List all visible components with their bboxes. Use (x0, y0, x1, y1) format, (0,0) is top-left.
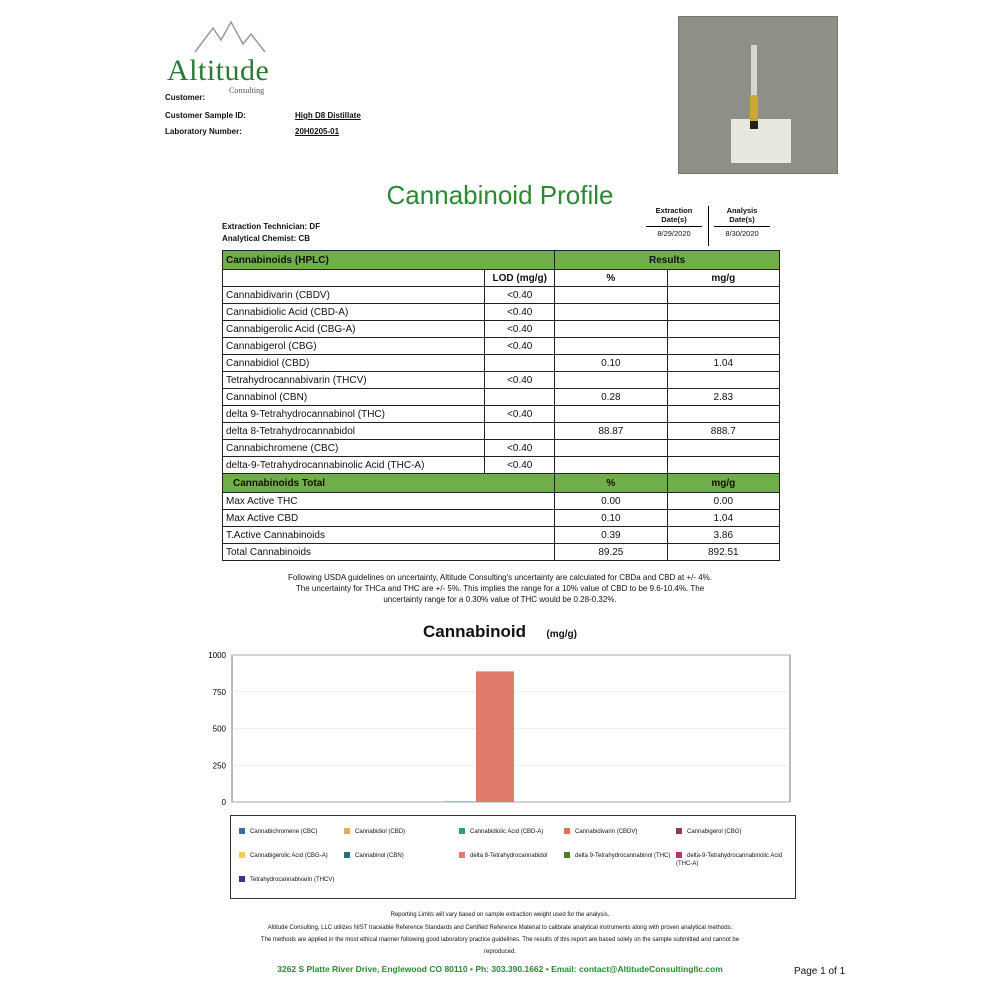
legend-swatch (564, 852, 570, 858)
uncertainty-line-3: uncertainty range for a 0.30% value of THC would be 0.28-0.32%. (383, 595, 617, 604)
total-name: Total Cannabinoids (223, 544, 555, 561)
legend-item (564, 852, 674, 860)
table-row (223, 338, 780, 355)
mg-value (667, 440, 779, 457)
cannabinoid-name: delta 9-Tetrahydrocannabinol (THC) (223, 406, 485, 423)
lod-value: <0.40 (485, 457, 555, 474)
percent-value (555, 457, 667, 474)
cannabinoid-name: Cannabidiol (CBD) (223, 355, 485, 372)
legend-label: delta-9-Tetrahydrocannabinolic Acid (THC-A) (676, 853, 783, 867)
total-percent: 89.25 (555, 544, 667, 561)
bar (476, 671, 514, 802)
table-row (223, 423, 780, 440)
legend-item (564, 828, 674, 836)
legend-label: delta 8-Tetrahydrocannabidol (470, 853, 548, 859)
total-name: Max Active CBD (223, 510, 555, 527)
logo-wordmark: Altitude (167, 54, 270, 87)
legend-swatch (239, 876, 245, 882)
legend-item (459, 852, 569, 860)
cannabinoid-name: Cannabinol (CBN) (223, 389, 485, 406)
percent-value (555, 406, 667, 423)
sample-photo (678, 16, 838, 174)
y-tick-label: 0 (221, 798, 226, 807)
total-mg: 0.00 (667, 493, 779, 510)
table-row (223, 406, 780, 423)
total-percent: 0.10 (555, 510, 667, 527)
legend-label: Cannabidivarin (CBDV) (575, 829, 638, 835)
y-tick-label: 750 (212, 687, 226, 697)
uncertainty-line-2: The uncertainty for THCa and THC are +/- 5%. This implies the range for a 10% value of CBD to be 9.6-10.4%. The (295, 584, 705, 593)
total-mg: 3.86 (667, 527, 779, 544)
legend-swatch (676, 852, 682, 858)
mg-value (667, 287, 779, 304)
dates-box (640, 206, 776, 246)
lab-number-value: 20H0205-01 (295, 127, 340, 136)
extraction-technician: Extraction Technician: DF (222, 222, 321, 231)
analytical-chemist: Analytical Chemist: CB (222, 234, 311, 243)
legend-label: Cannabidiol (CBD) (355, 829, 406, 835)
bar-chart (205, 645, 795, 810)
legend-item (239, 852, 349, 860)
page-number: Page 1 of 1 (794, 966, 846, 977)
totals-row (223, 527, 780, 544)
mg-value: 1.04 (667, 355, 779, 372)
percent-value (555, 304, 667, 321)
extraction-date-value: 8/29/2020 (646, 226, 702, 238)
chart-legend (230, 815, 796, 899)
legend-item (344, 852, 454, 860)
legend-swatch (676, 828, 682, 834)
analysis-date-label: Analysis Date(s) (726, 206, 758, 224)
legend-swatch (239, 828, 245, 834)
sample-vial-image (679, 17, 837, 173)
lod-value: <0.40 (485, 287, 555, 304)
footer-address: 3262 S Platte River Drive, Englewood CO 80110 • Ph: 303.390.1662 • Email: contact@AltitudeConsultingllc.com (277, 964, 723, 974)
table-row (223, 321, 780, 338)
analysis-date-value: 8/30/2020 (714, 226, 770, 238)
table-row (223, 304, 780, 321)
table-row (223, 355, 780, 372)
lod-value: <0.40 (485, 372, 555, 389)
cannabinoid-name: delta 8-Tetrahydrocannabidol (223, 423, 485, 440)
lod-value: <0.40 (485, 304, 555, 321)
legend-label: Cannabinol (CBN) (355, 853, 404, 859)
totals-row (223, 544, 780, 561)
legend-label: Cannabichromene (CBC) (250, 829, 318, 835)
mountain-logo-icon (165, 18, 275, 58)
mg-value (667, 372, 779, 389)
legend-swatch (459, 852, 465, 858)
percent-value (555, 372, 667, 389)
mg-value (667, 406, 779, 423)
percent-value (555, 338, 667, 355)
totals-row (223, 493, 780, 510)
legend-swatch (564, 828, 570, 834)
legend-label: Cannabigerolic Acid (CBG-A) (250, 853, 328, 859)
totals-col-mg: mg/g (667, 474, 779, 493)
cannabinoid-name: Tetrahydrocannabivarin (THCV) (223, 372, 485, 389)
percent-value: 0.10 (555, 355, 667, 372)
lod-value (485, 389, 555, 406)
legend-item (676, 852, 786, 868)
mg-value (667, 321, 779, 338)
logo-subtitle: Consulting (229, 86, 265, 95)
extraction-date-label: Extraction Date(s) (655, 206, 693, 224)
hplc-section-header: Cannabinoids (HPLC) (223, 251, 555, 270)
lab-number-label: Laboratory Number: (165, 127, 242, 136)
results-table (222, 250, 780, 561)
chart-title: Cannabinoid (423, 622, 526, 641)
lod-value: <0.40 (485, 440, 555, 457)
legend-item (676, 828, 786, 836)
lod-value (485, 355, 555, 372)
mg-value (667, 457, 779, 474)
percent-value (555, 287, 667, 304)
col-lod: LOD (mg/g) (485, 270, 555, 287)
table-row (223, 389, 780, 406)
col-pct: % (555, 270, 667, 287)
table-row (223, 457, 780, 474)
legend-item (459, 828, 569, 836)
legend-label: delta 9-Tetrahydrocannabinol (THC) (575, 853, 671, 859)
customer-label: Customer: (165, 93, 206, 102)
table-row (223, 287, 780, 304)
cannabinoid-name: Cannabichromene (CBC) (223, 440, 485, 457)
cannabinoid-name: Cannabigerol (CBG) (223, 338, 485, 355)
footer-line-3: The methods are applied in the most ethical manner following good laboratory practice guidelines. The results of this report are based solely on the sample submitted and cannot be (260, 937, 740, 943)
legend-label: Cannabidiolic Acid (CBD-A) (470, 829, 544, 835)
percent-value: 88.87 (555, 423, 667, 440)
legend-swatch (344, 852, 350, 858)
totals-header: Cannabinoids Total (223, 474, 555, 493)
y-tick-label: 1000 (208, 651, 226, 660)
chart-unit: (mg/g) (546, 629, 577, 640)
total-mg: 1.04 (667, 510, 779, 527)
footer-line-4: reproduced. (483, 949, 517, 955)
y-tick-label: 250 (212, 761, 226, 771)
col-mg: mg/g (667, 270, 779, 287)
footer-line-1: Reporting Limits will vary based on sample extraction weight used for the analysis. (390, 912, 610, 918)
legend-label: Cannabigerol (CBG) (687, 829, 742, 835)
mg-value: 2.83 (667, 389, 779, 406)
cannabinoid-name: delta-9-Tetrahydrocannabinolic Acid (THC-A) (223, 457, 485, 474)
mg-value: 888.7 (667, 423, 779, 440)
legend-swatch (239, 852, 245, 858)
lod-value (485, 423, 555, 440)
percent-value (555, 440, 667, 457)
legend-item (344, 828, 454, 836)
cannabinoid-name: Cannabidivarin (CBDV) (223, 287, 485, 304)
totals-row (223, 510, 780, 527)
total-name: Max Active THC (223, 493, 555, 510)
legend-item (239, 876, 349, 884)
cannabinoid-name: Cannabigerolic Acid (CBG-A) (223, 321, 485, 338)
total-mg: 892.51 (667, 544, 779, 561)
mg-value (667, 304, 779, 321)
total-name: T.Active Cannabinoids (223, 527, 555, 544)
sample-id-label: Customer Sample ID: (165, 111, 246, 120)
company-logo (165, 18, 275, 95)
totals-col-pct: % (555, 474, 667, 493)
page-title: Cannabinoid Profile (386, 180, 614, 210)
chart-title-row (0, 622, 1000, 642)
footer-line-2: Altitude Consulting, LLC utilizes NIST traceable Reference Standards and Certified Reference Material to calibrate analytical instruments along with proven analytical methods. (267, 925, 733, 931)
lod-value: <0.40 (485, 406, 555, 423)
mg-value (667, 338, 779, 355)
legend-item (239, 828, 349, 836)
lod-value: <0.40 (485, 321, 555, 338)
legend-swatch (344, 828, 350, 834)
table-row (223, 440, 780, 457)
sample-id-value: High D8 Distillate (295, 111, 361, 120)
y-tick-label: 500 (212, 724, 226, 734)
table-row (223, 372, 780, 389)
lod-value: <0.40 (485, 338, 555, 355)
uncertainty-note (250, 572, 750, 605)
uncertainty-line-1: Following USDA guidelines on uncertainty, Altitude Consulting's uncertainty are calculated for CBDa and CBD at +/- 4%. (287, 573, 713, 582)
cannabinoid-name: Cannabidiolic Acid (CBD-A) (223, 304, 485, 321)
percent-value: 0.28 (555, 389, 667, 406)
results-header: Results (555, 251, 780, 270)
percent-value (555, 321, 667, 338)
legend-swatch (459, 828, 465, 834)
legend-label: Tetrahydrocannabivarin (THCV) (250, 877, 335, 883)
total-percent: 0.39 (555, 527, 667, 544)
total-percent: 0.00 (555, 493, 667, 510)
